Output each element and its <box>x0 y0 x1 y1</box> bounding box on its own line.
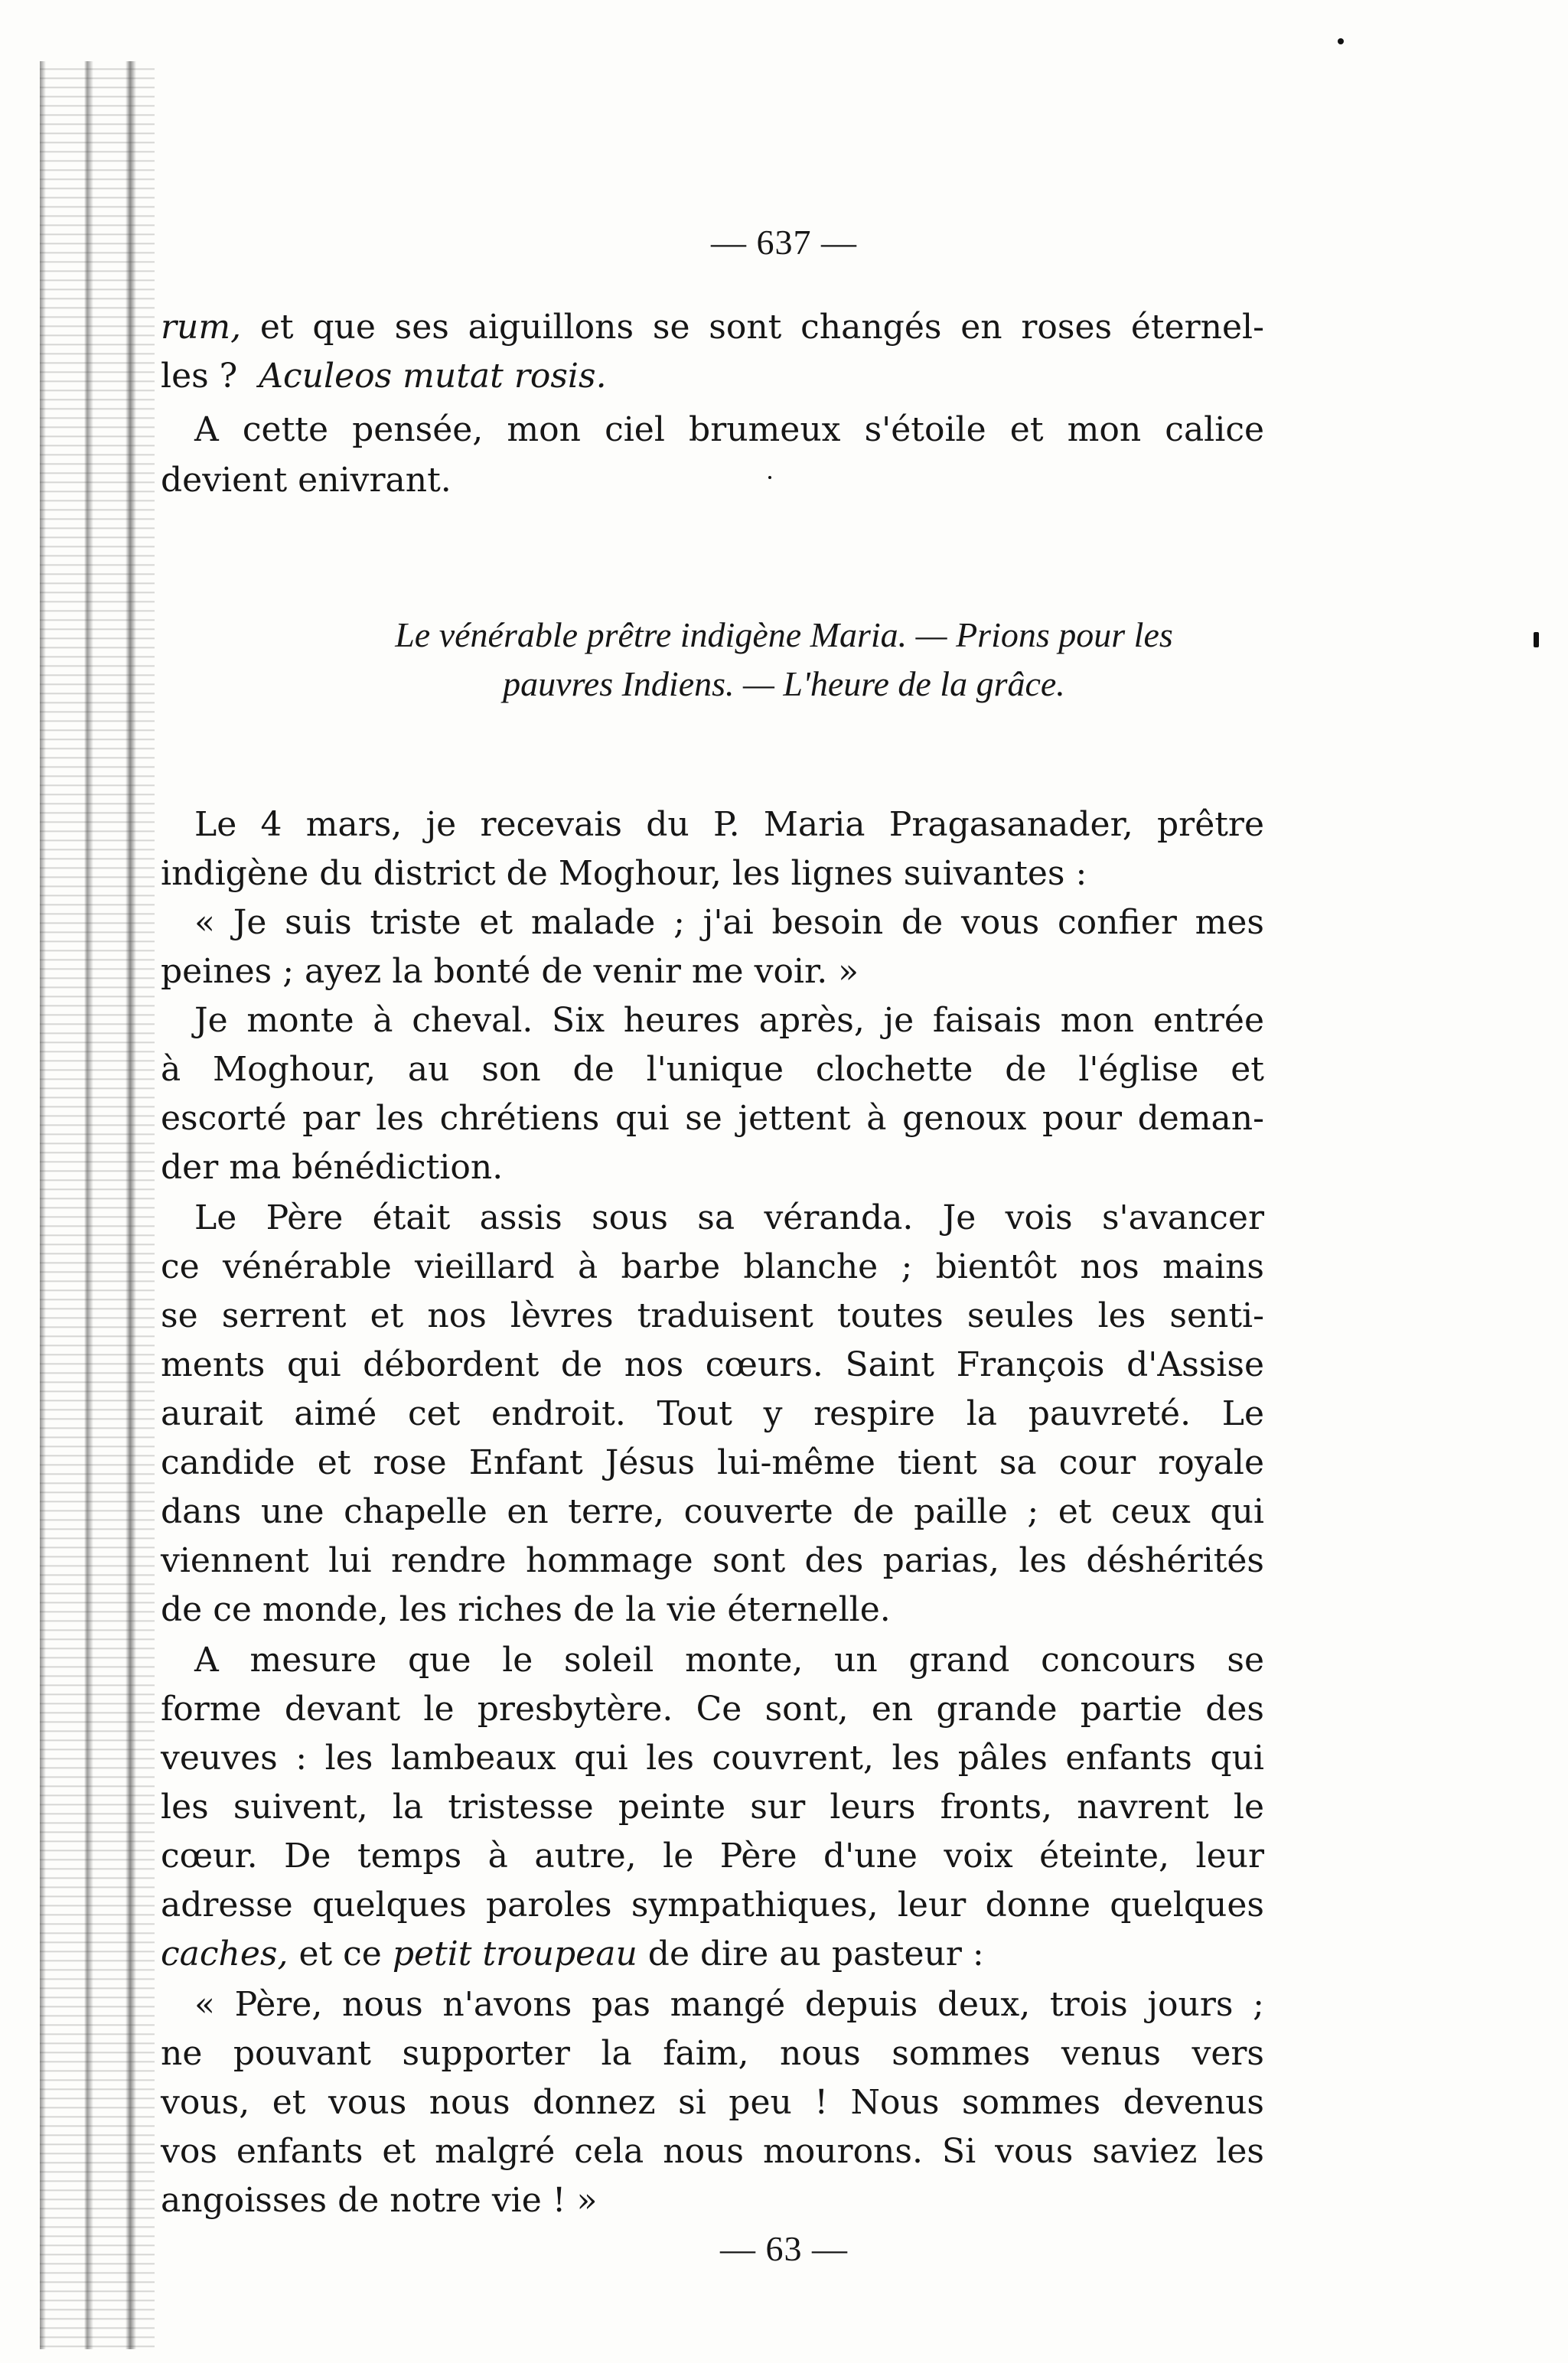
body-line: Je monte à cheval. Six heures après, je faisais mon entrée <box>194 1001 1264 1040</box>
print-speck <box>1338 38 1344 44</box>
body-line: adresse quelques paroles sympathiques, leur donne quelques <box>161 1886 1264 1925</box>
body-line: à Moghour, au son de l'unique clochette de l'église et <box>161 1050 1264 1089</box>
body-line: Le 4 mars, je recevais du P. Maria Pragasanader, prêtre <box>194 805 1264 844</box>
paragraph-line: devient enivrant. <box>161 461 451 500</box>
body-line: dans une chapelle en terre, couverte de paille ; et ceux qui <box>161 1492 1264 1531</box>
book-binding-edge <box>40 61 155 2349</box>
paragraph-line: A cette pensée, mon ciel brumeux s'étoile et mon calice <box>194 410 1264 449</box>
body-line: der ma bénédiction. <box>161 1148 504 1187</box>
body-line: A mesure que le soleil monte, un grand concours se <box>194 1641 1264 1680</box>
body-line: les suivent, la tristesse peinte sur leurs fronts, navrent le <box>161 1788 1264 1827</box>
body-line: indigène du district de Moghour, les lignes suivantes : <box>161 854 1087 893</box>
body-line: viennent lui rendre hommage sont des parias, les déshérités <box>161 1541 1264 1580</box>
body-line: « Je suis triste et malade ; j'ai besoin de vous confier mes <box>194 903 1264 942</box>
paragraph-line: rum, et que ses aiguillons se sont changés en roses éternel- <box>161 308 1264 347</box>
body-line: Le Père était assis sous sa véranda. Je vois s'avancer <box>194 1198 1264 1237</box>
body-line: escorté par les chrétiens qui se jettent à genoux pour deman- <box>161 1099 1264 1138</box>
closing-line: vos enfants et malgré cela nous mourons. Si vous saviez les <box>161 2132 1264 2171</box>
closing-line: ne pouvant supporter la faim, nous sommes venus vers <box>161 2034 1264 2073</box>
body-line: aurait aimé cet endroit. Tout y respire la pauvreté. Le <box>161 1394 1264 1433</box>
body-line: peines ; ayez la bonté de venir me voir. » <box>161 952 859 991</box>
body-line: forme devant le presbytère. Ce sont, en grande partie des <box>161 1690 1264 1729</box>
body-line-italic: caches, et ce petit troupeau de dire au pasteur : <box>161 1934 984 1974</box>
body-line: cœur. De temps à autre, le Père d'une voix éteinte, leur <box>161 1837 1264 1876</box>
closing-line: vous, et vous nous donnez si peu ! Nous sommes devenus <box>161 2083 1264 2122</box>
section-heading-line: Le vénérable prêtre indigène Maria. — Prions pour les <box>395 615 1173 654</box>
body-line: veuves : les lambeaux qui les couvrent, les pâles enfants qui <box>161 1739 1264 1778</box>
closing-line: angoisses de notre vie ! » <box>161 2181 598 2220</box>
closing-line: « Père, nous n'avons pas mangé depuis deux, trois jours ; <box>194 1985 1264 2024</box>
body-line: candide et rose Enfant Jésus lui-même tient sa cour royale <box>161 1443 1264 1482</box>
paragraph-line: les ? Aculeos mutat rosis. <box>161 357 607 396</box>
body-line: ments qui débordent de nos cœurs. Saint François d'Assise <box>161 1345 1264 1384</box>
body-line: de ce monde, les riches de la vie éternelle. <box>161 1590 891 1629</box>
page-number-top: — 637 — <box>711 223 857 262</box>
signature-mark: — 63 — <box>720 2229 848 2268</box>
body-line: se serrent et nos lèvres traduisent toutes seules les senti- <box>161 1296 1264 1335</box>
section-heading-line: pauvres Indiens. — L'heure de la grâce. <box>503 664 1065 703</box>
body-line: ce vénérable vieillard à barbe blanche ; bientôt nos mains <box>161 1247 1264 1286</box>
